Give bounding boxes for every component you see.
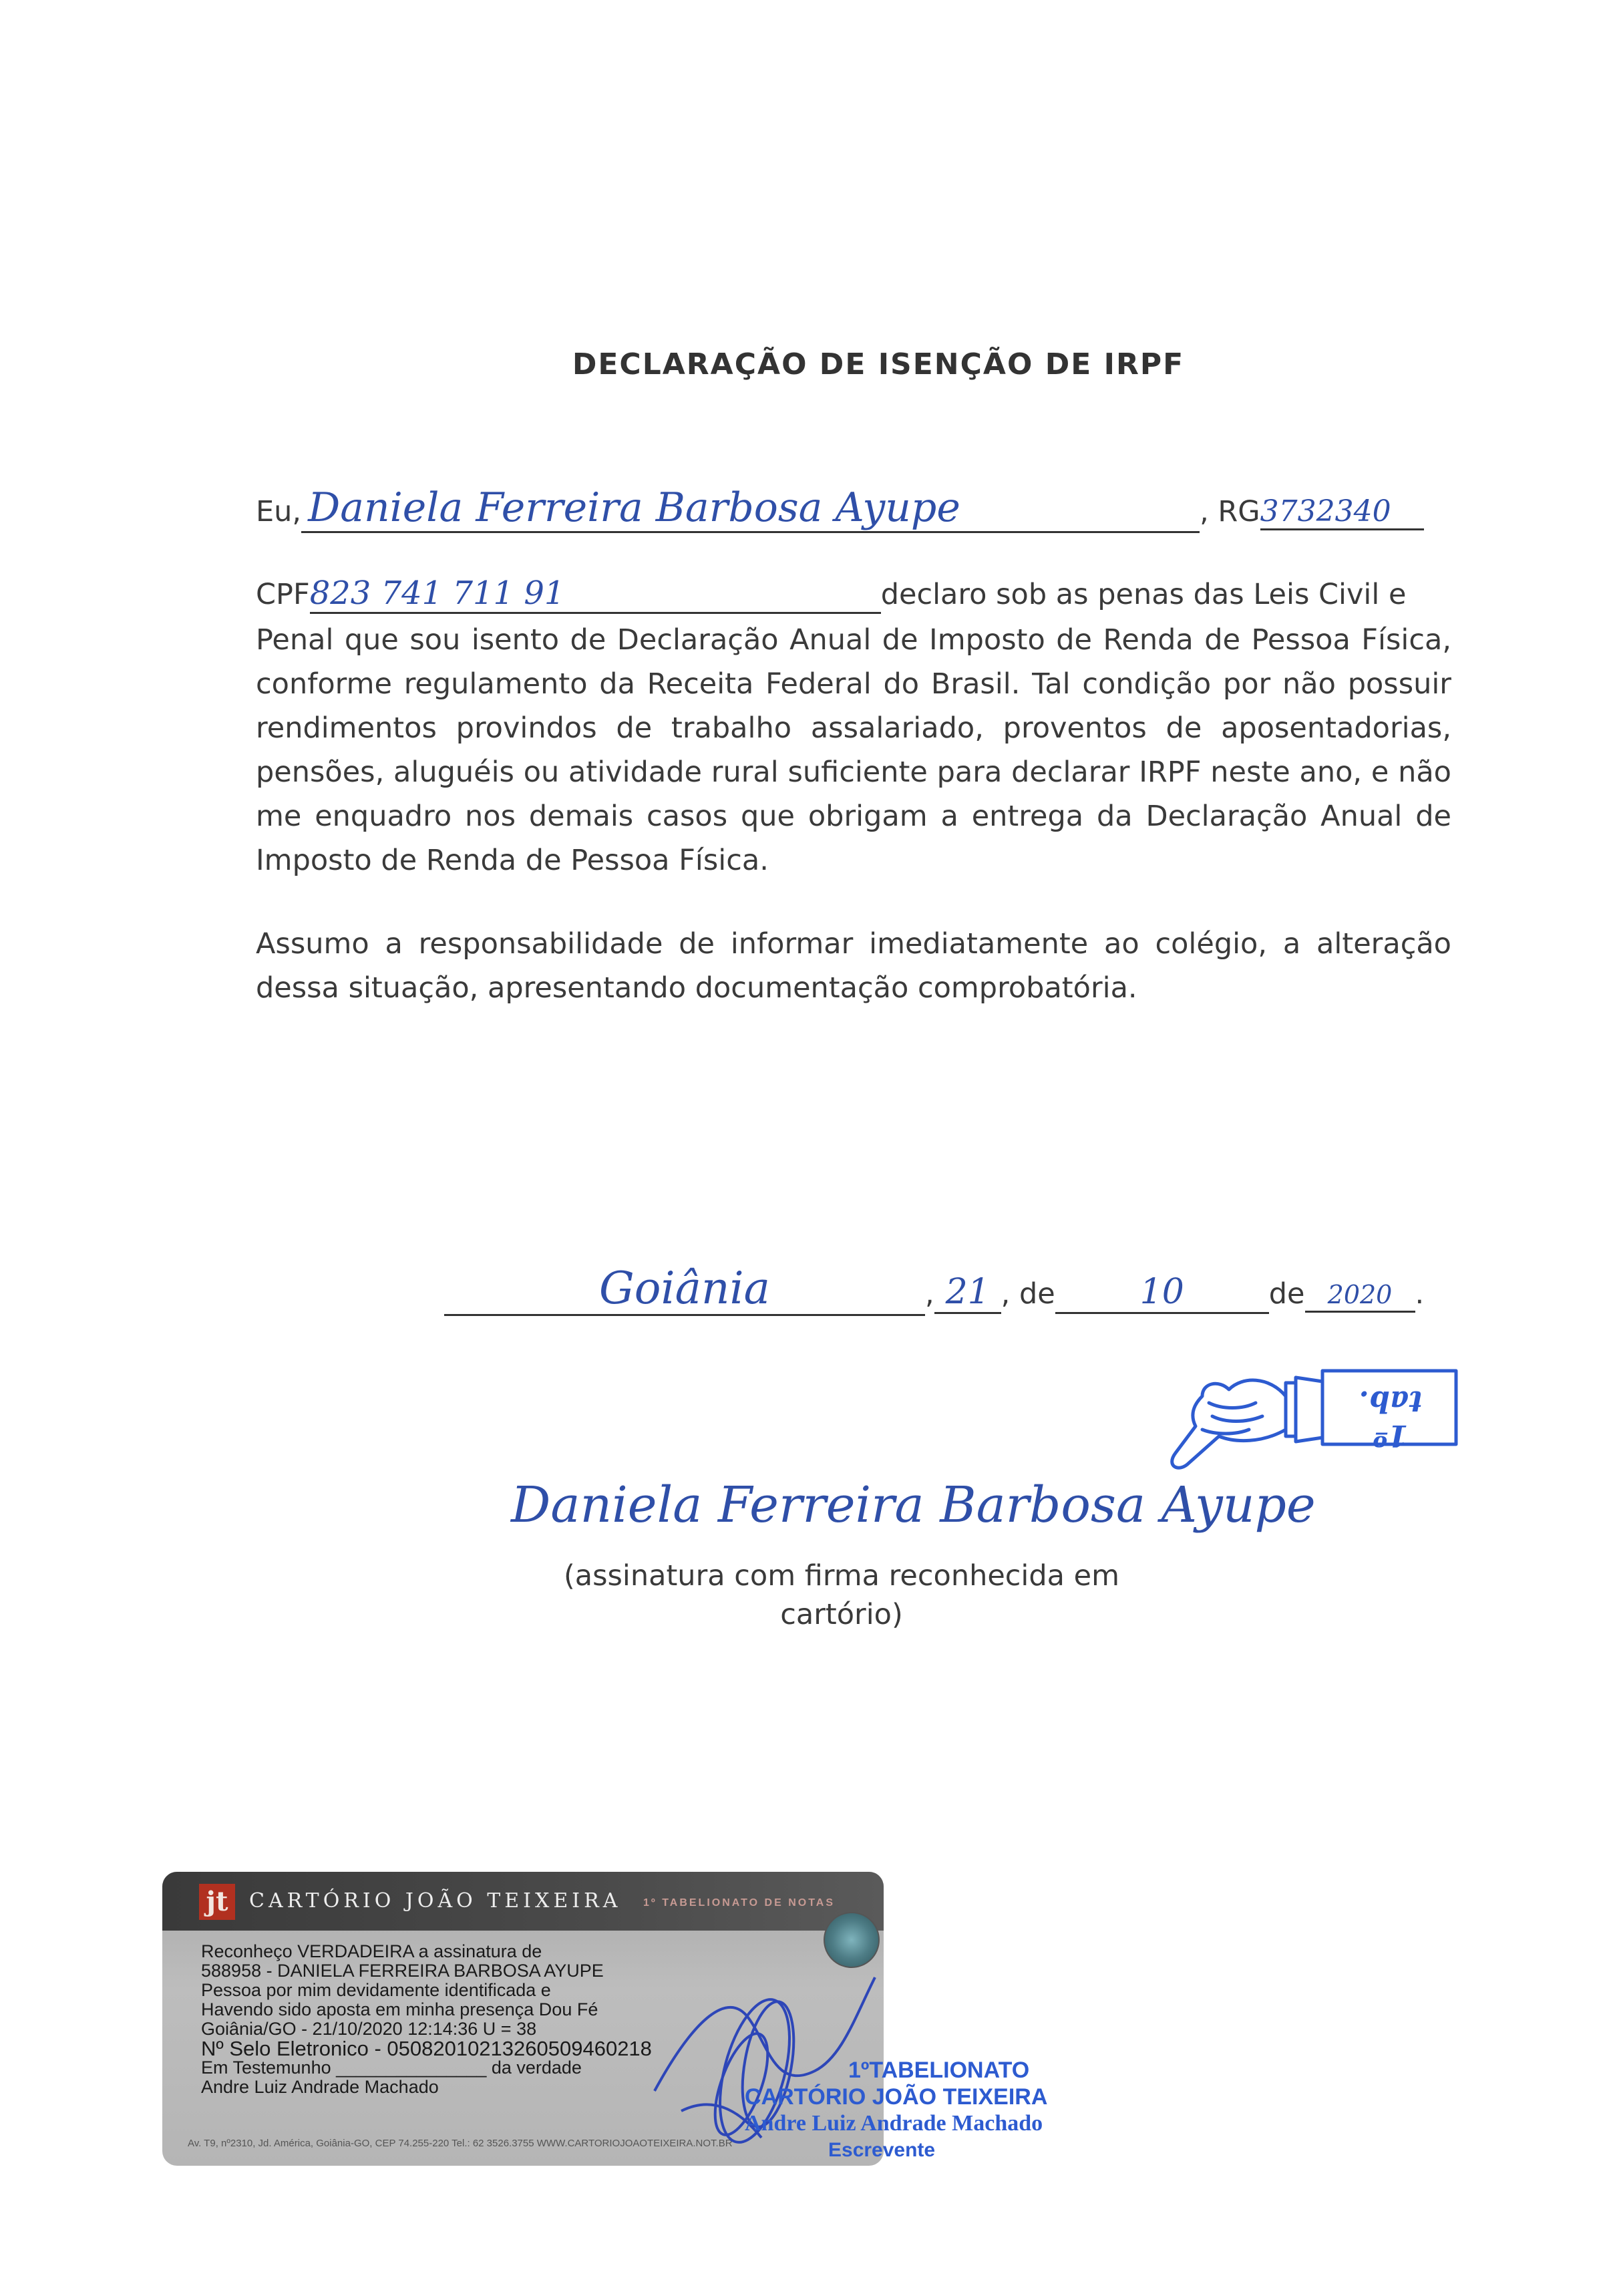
cpf-handwritten: 823 741 711 91 [309,575,565,612]
responsibility-paragraph: Assumo a responsabilidade de informar imediatamente ao colégio, a alteração dessa situação, apresentando documentação comprobatória. [256,927,1451,1005]
cpf-label: CPF [256,578,310,611]
date-end: . [1415,1277,1425,1311]
sticker-line: Pessoa por mim devidamente identificada e [201,1980,551,2000]
year-field [1305,1277,1415,1313]
blue-stamp-line-1: 1ºTABELIONATO [848,2058,1030,2083]
blue-stamp-line-2: CARTÓRIO JOÃO TEIXEIRA [745,2084,1048,2110]
sticker-line: Reconheço VERDADEIRA a assinatura de [201,1941,542,1961]
city-handwritten: Goiânia [599,1263,770,1314]
signature-handwritten: Daniela Ferreira Barbosa Ayupe [511,1476,1316,1534]
sticker-line: Nº Selo Eletronico - 05082010213260509460218 [201,2037,652,2060]
de-label-1: , de [1001,1277,1055,1311]
notary-brand-sub: 1º TABELIONATO DE NOTAS [643,1897,835,1909]
day-handwritten: 21 [945,1272,990,1312]
sticker-line: Havendo sido aposta em minha presença Dou Fé [201,1999,598,2019]
notary-logo: jt [199,1884,235,1920]
rg-label: , RG [1200,495,1260,528]
notary-brand: CARTÓRIO JOÃO TEIXEIRA [249,1889,622,1913]
declaration-paragraph: Penal que sou isento de Declaração Anual de Imposto de Renda de Pessoa Física, conforme regulamento da Receita Federal do Brasil. Tal condição por não possuir rendimentos provindos de trabalho assalariado, proventos de aposentadorias, pensões, aluguéis ou atividade rural suficiente para declarar IRPF neste ano, e não me enquadro nos demais casos que obrigam a entrega da Declaração Anual de Imposto de Renda de Pessoa Física. [256,623,1451,877]
sticker-header [162,1872,884,1931]
eu-label: Eu, [256,495,302,528]
signature-caption: (assinatura com firma reconhecida em cartório) [563,1559,1120,1631]
name-handwritten: Daniela Ferreira Barbosa Ayupe [308,484,960,531]
rg-field [1260,494,1424,530]
cpf-field [310,575,881,614]
blue-stamp-line-3: Andre Luiz Andrade Machado [745,2111,1043,2136]
cpf-line [256,575,1406,614]
name-line [256,484,1424,533]
document-title: DECLARAÇÃO DE ISENÇÃO DE IRPF [572,347,1185,381]
de-label-2: de [1268,1277,1305,1311]
rg-handwritten: 3732340 [1260,494,1391,528]
hand-stamp-text: 1º tab. [1359,1384,1423,1452]
date-line [444,1263,1424,1316]
date-sep: , [925,1277,934,1311]
year-handwritten: 2020 [1327,1280,1393,1309]
sticker-line: Em Testemunho _______________ da verdade [201,2058,582,2078]
sticker-line: Goiânia/GO - 21/10/2020 12:14:36 U = 38 [201,2019,537,2039]
city-field [444,1263,925,1316]
month-field [1055,1272,1269,1314]
day-field [934,1272,1001,1314]
sticker-footer: Av. T9, nº2310, Jd. América, Goiânia-GO, CEP 74.255-220 Tel.: 62 3526.3755 WWW.CARTORIOJOAOTEIXEIRA.NOT.BR [188,2138,733,2149]
sticker-line: Andre Luiz Andrade Machado [201,2077,439,2097]
blue-stamp-line-4: Escrevente [828,2139,936,2161]
name-field [301,484,1200,533]
sticker-line: 588958 - DANIELA FERREIRA BARBOSA AYUPE [201,1961,604,1981]
cpf-line-text: declaro sob as penas das Leis Civil e [880,578,1407,611]
month-handwritten: 10 [1139,1272,1184,1312]
